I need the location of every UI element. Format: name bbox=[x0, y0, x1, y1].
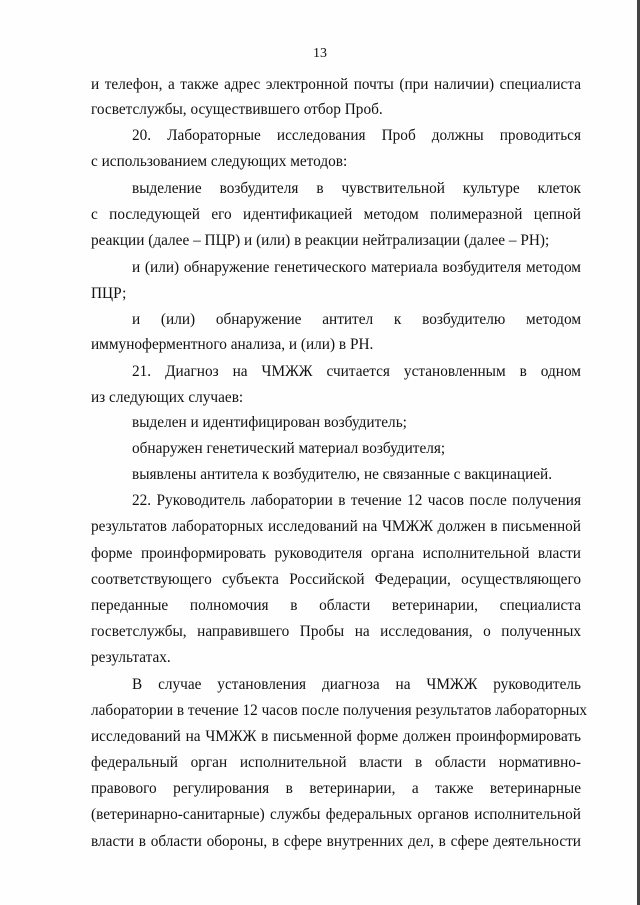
text-line: переданные полномочия в области ветеринарии, специалиста bbox=[91, 597, 581, 614]
text-line: результатах. bbox=[91, 649, 171, 666]
text-line: федеральный орган исполнительной власти в области нормативно- bbox=[91, 754, 581, 771]
text-line: и (или) обнаружение генетического материала возбудителя методом bbox=[132, 259, 581, 276]
text-line: выявлены антитела к возбудителю, не связанные с вакцинацией. bbox=[132, 466, 553, 483]
text-line: госветслужбы, осуществившего отбор Проб. bbox=[91, 101, 383, 118]
text-line: результатов лабораторных исследований на ЧМЖЖ должен в письменной bbox=[91, 518, 581, 535]
text-line: форме проинформировать руководителя органа исполнительной власти bbox=[91, 545, 581, 562]
page-number: 13 bbox=[313, 46, 327, 61]
text-line: и телефон, а также адрес электронной почты (при наличии) специалиста bbox=[91, 76, 581, 93]
text-line: исследований на ЧМЖЖ в письменной форме должен проинформировать bbox=[91, 728, 581, 745]
text-line: (ветеринарно-санитарные) службы федеральных органов исполнительной bbox=[91, 806, 581, 823]
text-line: 20. Лабораторные исследования Проб должны проводиться bbox=[132, 127, 581, 144]
text-line: обнаружен генетический материал возбудителя; bbox=[132, 440, 446, 457]
text-line: реакции (далее – ПЦР) и (или) в реакции нейтрализации (далее – РН); bbox=[91, 232, 550, 249]
text-line: В случае установления диагноза на ЧМЖЖ руководитель bbox=[132, 676, 581, 693]
text-line: выделение возбудителя в чувствительной культуре клеток bbox=[132, 180, 581, 197]
text-line: иммуноферментного анализа, и (или) в РН. bbox=[91, 336, 374, 353]
text-line: 22. Руководитель лаборатории в течение 12 часов после получения bbox=[132, 492, 581, 509]
text-line: госветслужбы, направившего Пробы на исследования, о полученных bbox=[91, 623, 581, 640]
text-line: лаборатории в течение 12 часов после получения результатов лабораторных bbox=[91, 702, 588, 719]
text-line: ПЦР; bbox=[91, 285, 127, 302]
text-line: с использованием следующих методов: bbox=[91, 153, 348, 170]
text-line: и (или) обнаружение антител к возбудителю методом bbox=[132, 311, 581, 328]
text-line: правового регулирования в ветеринарии, а также ветеринарные bbox=[91, 780, 581, 797]
text-line: соответствующего субъекта Российской Федерации, осуществляющего bbox=[91, 571, 581, 588]
text-line: 21. Диагноз на ЧМЖЖ считается установленным в одном bbox=[132, 363, 581, 380]
text-line: из следующих случаев: bbox=[91, 389, 244, 406]
text-line: выделен и идентифицирован возбудитель; bbox=[132, 414, 407, 431]
text-line: с последующей его идентификацией методом полимеразной цепной bbox=[91, 206, 581, 223]
text-line: власти в области обороны, в сфере внутренних дел, в сфере деятельности bbox=[91, 833, 581, 850]
